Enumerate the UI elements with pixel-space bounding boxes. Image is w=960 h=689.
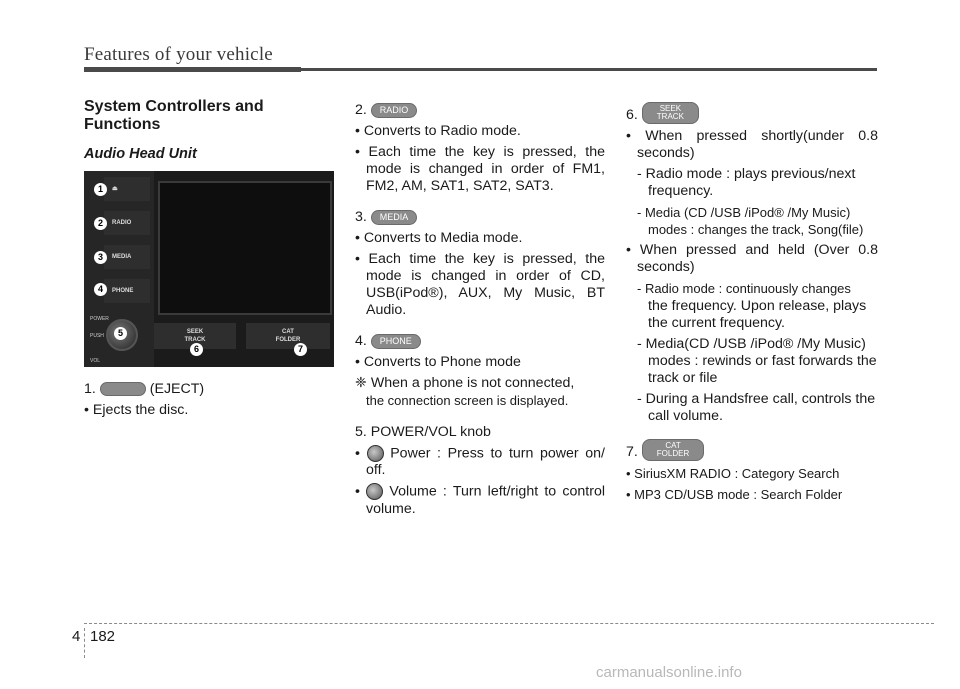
item-6-dash-2 [626,204,878,238]
seek-label: SEEK [659,104,682,113]
cat-folder-button-icon [642,439,704,461]
item-6-dash-3a: - Radio mode : continuously changes [637,281,851,296]
item-5-bullet-1-text: Power : Press to turn power on/ off. [366,445,605,479]
item-2-bullet-2: • Each time the key is pressed, the mode is changed in order of FM1, FM2, AM, SAT1, SAT2, SAT3. [355,144,605,194]
header-bar [84,67,301,72]
media-button-icon: MEDIA [371,210,418,225]
item-5-bullet-2: • Volume : Turn left/right to control volume. [355,483,605,517]
item-4-heading [355,333,605,350]
item-1-number: 1. [84,381,96,397]
item-2-heading [355,102,605,119]
item-1-bullet: • Ejects the disc. [84,402,189,418]
page-number: 182 [90,628,116,645]
unit-cat-folder-button: CAT FOLDER [246,323,330,349]
unit-seek-track-button: SEEK TRACK [154,323,236,349]
seek-track-button-icon [642,102,699,124]
unit-vol-label: VOL [90,358,101,364]
item-6-dash-1: - Radio mode : plays previous/next frequency. [637,166,856,199]
callout-7: 7 [294,343,307,356]
item-5-title: 5. POWER/VOL knob [355,424,491,440]
column-3 [626,98,878,507]
item-3-bullet-2: • Each time the key is pressed, the mode is changed in order of CD, USB(iPod®), AUX, My Music, BT Audio. [355,251,605,318]
item-2-number: 2. [355,102,367,118]
item-7-number: 7. [626,444,638,460]
item-6-number: 6. [626,107,638,123]
item-4-note-main: ❈ When a phone is not connected, [355,375,575,391]
track-label: TRACK [656,112,684,121]
item-6-dash-3b: the frequency. Upon release, plays the current frequency. [648,298,867,331]
callout-5: 5 [114,327,127,340]
header-title: Features of your vehicle [84,44,273,65]
footer-divider [84,628,85,658]
folder-label: FOLDER [656,449,690,458]
eject-button-icon [100,382,146,396]
item-6-dash-2a: - Media (CD /USB /iPod® /My Music) [637,205,851,220]
item-5-bullet-1: • Power : Press to turn power on/ off. [355,445,605,479]
item-3-number: 3. [355,209,367,225]
item-6-bullet-2: • When pressed and held (Over 0.8 seconds) [626,242,878,275]
unit-power-label: POWER PUSH [90,316,109,339]
item-6-dash-4: - Media(CD /USB /iPod® /My Music) modes : rewinds or fast forwards the track or file [637,336,877,386]
item-1-label: (EJECT) [149,381,205,397]
unit-radio-button: RADIO [104,211,150,235]
item-1-heading [84,381,334,398]
item-7-heading [626,439,878,461]
item-7-bullet-2: • MP3 CD/USB mode : Search Folder [626,487,843,502]
unit-media-button: MEDIA [104,245,150,269]
item-3-bullet-1: • Converts to Media mode. [355,230,523,246]
item-2-bullet-1: • Converts to Radio mode. [355,123,521,139]
callout-3: 3 [94,251,107,264]
item-4-note-small: the connection screen is displayed. [366,393,569,408]
callout-2: 2 [94,217,107,230]
item-3-heading [355,209,605,226]
watermark: carmanualsonline.info [596,664,742,681]
item-6-dash-5: - During a Handsfree call, controls the call volume. [637,391,876,424]
unit-phone-button: PHONE [104,279,150,303]
item-4-bullet-1: • Converts to Phone mode [355,354,521,370]
item-6-bullet-1: • When pressed shortly(under 0.8 seconds) [626,128,878,161]
chapter-number: 4 [72,628,81,645]
item-4-number: 4. [355,333,367,349]
item-6-dash-2b: modes : changes the track, Song(file) [648,222,864,237]
callout-1: 1 [94,183,107,196]
footer-rule [84,623,934,624]
callout-6: 6 [190,343,203,356]
item-4-note [355,375,605,410]
header-rule [301,68,877,71]
unit-eject-button: ⏏ [104,177,150,201]
column-2 [355,98,605,522]
item-7-bullet-1: • SiriusXM RADIO : Category Search [626,466,840,481]
cat-label: CAT [665,441,681,450]
subsection-title: Audio Head Unit [84,146,197,162]
item-6-heading [626,102,878,124]
item-6-dash-3 [626,280,878,332]
radio-button-icon: RADIO [371,103,418,118]
volume-knob-icon [366,483,383,500]
column-1 [84,98,334,423]
item-5-bullet-2-text: Volume : Turn left/right to control volume. [366,483,605,517]
section-title: System Controllers and Functions [84,98,264,133]
audio-head-unit-image [84,171,334,367]
power-knob-icon [367,445,384,462]
unit-screen [158,181,332,315]
phone-button-icon: PHONE [371,334,421,349]
callout-4: 4 [94,283,107,296]
